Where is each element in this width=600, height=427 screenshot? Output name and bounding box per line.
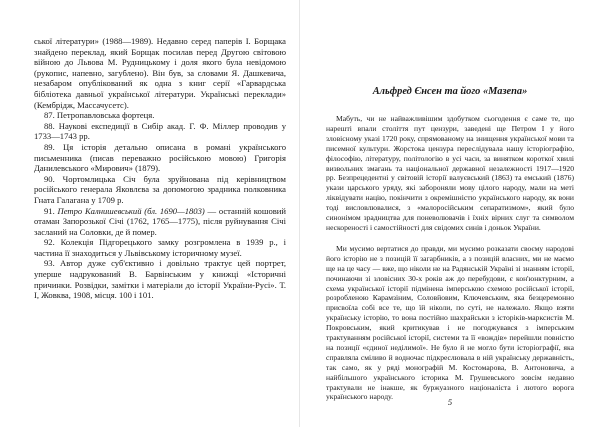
endnote bbox=[34, 121, 286, 142]
chapter-body bbox=[326, 114, 574, 402]
endnote-text: 88. Наукові експедиції в Сибір акад. Г. Ф. Міллер проводив у 1733—1743 рр. bbox=[34, 120, 286, 142]
endnote-text: 92. Колекція Підгорецького замку розгромлена в 1939 р., і частина її знаходиться у Львівському історичному музеї. bbox=[34, 237, 286, 258]
endnotes-list bbox=[34, 36, 286, 301]
endnote-text: 87. Петропавловська фортеця. bbox=[44, 110, 155, 121]
right-page bbox=[300, 0, 600, 427]
endnote bbox=[34, 36, 286, 110]
endnote bbox=[34, 237, 286, 258]
endnote-text: 93. Автор дуже суб'єктивно і довільно трактує цей портрет, уперше надрукований В. Барвінським у книжці «Історичні причинки. Розвідки, замітки і матеріали до історії України-Русі». Т. І, Жовква, 1908, місця. 100 і 101. bbox=[34, 258, 286, 301]
endnote bbox=[34, 174, 286, 206]
endnote bbox=[34, 110, 286, 121]
endnote-text: ської літератури» (1988—1989). Недавно серед паперів І. Борщака знайдено переклад, який Борщак посилав перед Другою світовою війною до Львова М. Рудницькому і доля якого була невідомою (рукопис, напевно, загублено). Він був, за словами Я. Дашкевича, незабаром опублікований як одна з книг серії «Гарвардська бібліотека давньої української літератури. Українські переклади» (Кембрідж, Массачусетс). bbox=[34, 36, 286, 110]
endnote-italic-name: Петро Калнишевський (бл. 1690—1803) bbox=[57, 205, 205, 216]
chapter-title: Альфред Єнсен та його «Мазепа» bbox=[372, 86, 528, 97]
body-paragraph: Мабуть, чи не найважливішим здобутком сьогодення є саме те, що нарешті впали століття пут цензури, заведені ще Петром І у його зловісному указі 1720 року, спрямованому на знищення української мови та писемної культури. Жорстока цензура переслідувала нашу історіографію, філософію, літературу, політологію в усі часи, за винятком короткої хвилі визвольних змагань та національної державної незалежності 1917—1920 рр. Безпрецедентні у світовій історії валуєвський (1863) та емський (1876) укази царського уряду, які забороняли мову цілого народу, мали на меті ліквідувати націю, покінчити з окремішністю українського народу, як вони тоді висловлювалися, з «малоросійським сепаратизмом», який було синонімом зрадництва для поневолювачів і їхніх вірних слуг та символом нескореності і самостійності для свідомих синів і доньок України. bbox=[326, 114, 574, 232]
endnote-text: — останній кошовий отаман Запорозької Січі (1762, 1765—1775), після руйнування Січі засланий на Соловки, де й помер. bbox=[34, 205, 286, 237]
page-number: 5 bbox=[447, 397, 453, 407]
endnote bbox=[34, 142, 286, 174]
endnote-number: 91. bbox=[44, 205, 58, 216]
body-paragraph: Ми мусимо вертатися до правди, ми мусимо розказати своєму народові його історію не з позицій її загарбників, а з позицій власних, ми не маємо ще на це часу — вже, що ніколи не на Радянській Україні зі знанням історії, починаючи зі зловісних 30-х років аж до перебудови, є кон'юнктурним, а схема української історії підмінена імперською схемою російської історії, розробленою Карамзіним, Соловйовим, Ключевським, яка безцеремонно присвоїла собі все те, що їй ніколи, по суті, не належало. Якщо взяти українську історію, то вона постійно шахрайськи з історіків-марксистів М. Покровським, який критикував і не погоджувався з імперським трактуванням російської історії, системи та її «вождів» перейшли повністю на позиції «єдиної неділимої». Не було й не могло бути історіографії, яка справляла сміливо й водночас підкреслювала в ній українську державність, так само, як у ряді монографій М. Костомарова, В. Антоновича, а найбільшого українського історика М. Грушевського зовсім недавно трактували не інакше, як буржуазного націоналіста і лютого ворога українського народу. bbox=[326, 243, 574, 402]
endnote bbox=[34, 258, 286, 300]
endnote-text: 89. Ця історія детально описана в романі українського письменника (писав переважно російською мовою) Григорія Данилевського «Мирович» (1879). bbox=[34, 141, 286, 174]
endnote-text: 90. Чортомлицька Січ була зруйнована під керівництвом російського генерала Яковлєва за допомогою зрадника полковника Гната Галагана у 1709 р. bbox=[34, 173, 286, 205]
endnote bbox=[34, 206, 286, 238]
